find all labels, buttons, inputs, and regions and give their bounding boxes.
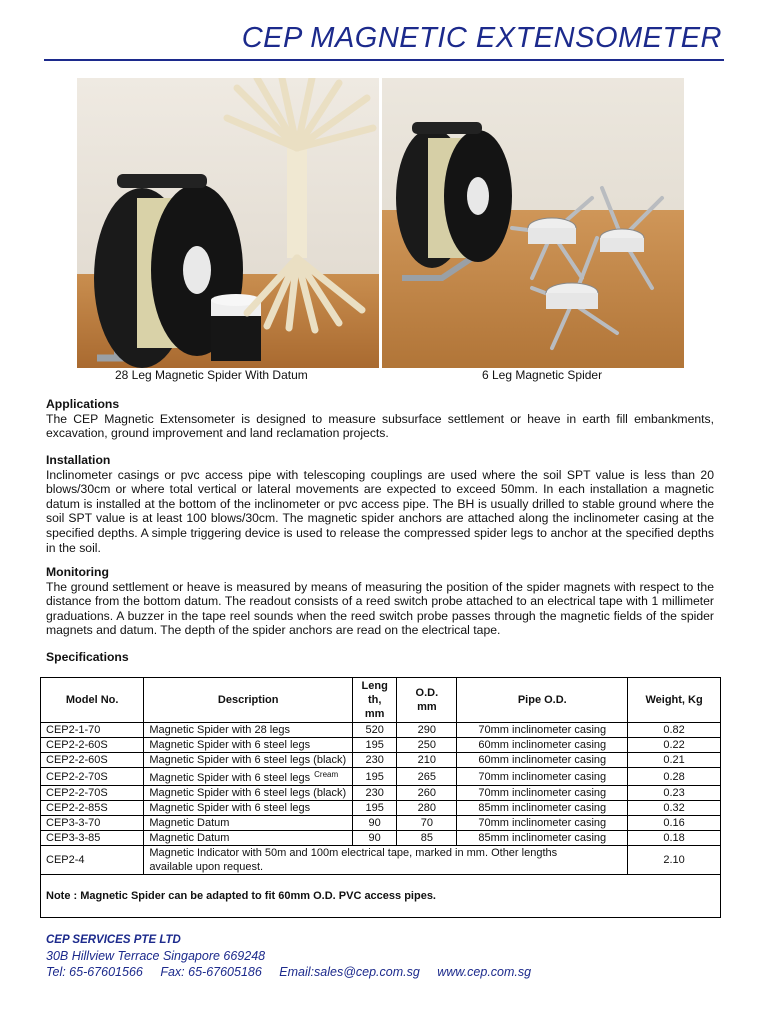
left-photo-caption: 28 Leg Magnetic Spider With Datum: [115, 368, 308, 382]
applications-heading: Applications: [46, 397, 120, 411]
col-header-weight: Weight, Kg: [628, 678, 721, 723]
col-header-pipe: Pipe O.D.: [457, 678, 628, 723]
cell-description: Magnetic Spider with 6 steel legs: [144, 801, 353, 816]
col-header-od-1: O.D.: [415, 687, 439, 699]
cell-length: 90: [353, 816, 397, 831]
col-header-description: Description: [144, 678, 353, 723]
cell-od: 250: [397, 738, 457, 753]
page-title: CEP MAGNETIC EXTENSOMETER: [241, 22, 722, 54]
applications-section: [46, 397, 714, 441]
cell-pipe: 70mm inclinometer casing: [457, 786, 628, 801]
table-note-row: [41, 875, 721, 918]
cell-description: Magnetic Spider with 6 steel legs (black): [144, 753, 353, 768]
col-header-length-3: mm: [364, 708, 385, 720]
cell-length: 90: [353, 831, 397, 846]
cell-weight: 0.32: [628, 801, 721, 816]
specifications-section: [46, 650, 714, 665]
cell-description-line-2: available upon request.: [149, 861, 264, 873]
col-header-od: [397, 678, 457, 723]
cell-weight: 0.28: [628, 768, 721, 786]
col-header-length-1: Leng: [361, 680, 388, 692]
cell-length: 195: [353, 801, 397, 816]
cell-weight: 0.16: [628, 816, 721, 831]
cell-weight: 0.22: [628, 738, 721, 753]
cell-weight: 0.21: [628, 753, 721, 768]
cell-pipe: 70mm inclinometer casing: [457, 816, 628, 831]
cell-model: CEP2-2-60S: [41, 753, 144, 768]
cell-pipe: 60mm inclinometer casing: [457, 753, 628, 768]
table-row: [41, 738, 721, 753]
cell-weight: 0.18: [628, 831, 721, 846]
cell-description: [144, 846, 628, 875]
cell-pipe: 60mm inclinometer casing: [457, 738, 628, 753]
email-link[interactable]: Email:sales@cep.com.sg: [279, 965, 420, 979]
table-row: [41, 846, 721, 875]
cell-model: CEP2-2-70S: [41, 768, 144, 786]
cell-model: CEP3-3-70: [41, 816, 144, 831]
photo-6-leg-spider: [382, 78, 684, 368]
footer: [46, 932, 531, 980]
table-row: [41, 831, 721, 846]
table-row: [41, 816, 721, 831]
table-note: Note : Magnetic Spider can be adapted to fit 60mm O.D. PVC access pipes.: [41, 875, 721, 918]
cell-length: 230: [353, 753, 397, 768]
cell-od: 85: [397, 831, 457, 846]
cell-length: 195: [353, 738, 397, 753]
cell-description: [144, 768, 353, 786]
cell-weight: 2.10: [628, 846, 721, 875]
table-row: [41, 786, 721, 801]
cell-pipe: 70mm inclinometer casing: [457, 723, 628, 738]
applications-body: The CEP Magnetic Extensometer is designed to measure subsurface settlement or heave in earth fill embankments, excavation, ground improvement and land reclamation projects.: [46, 411, 714, 441]
cell-description-note: Cream: [314, 770, 339, 779]
fax: Fax: 65-67605186: [160, 965, 262, 979]
cell-model: CEP2-2-85S: [41, 801, 144, 816]
table-row: [41, 801, 721, 816]
cell-length: 195: [353, 768, 397, 786]
right-photo-caption: 6 Leg Magnetic Spider: [482, 368, 603, 382]
specifications-table: [40, 677, 721, 918]
cell-description: Magnetic Datum: [144, 816, 353, 831]
table-row: [41, 768, 721, 786]
col-header-model: Model No.: [41, 678, 144, 723]
table-row: [41, 723, 721, 738]
cell-model: CEP2-2-60S: [41, 738, 144, 753]
cell-model: CEP2-2-70S: [41, 786, 144, 801]
installation-heading: Installation: [46, 453, 111, 467]
contact-line: [46, 964, 531, 980]
cell-model: CEP3-3-85: [41, 831, 144, 846]
company-address: 30B Hillview Terrace Singapore 669248: [46, 949, 266, 963]
cell-description: Magnetic Spider with 6 steel legs: [144, 738, 353, 753]
cell-description: Magnetic Spider with 6 steel legs (black): [144, 786, 353, 801]
cell-length: 230: [353, 786, 397, 801]
cell-model: CEP2-1-70: [41, 723, 144, 738]
cell-weight: 0.82: [628, 723, 721, 738]
cell-od: 260: [397, 786, 457, 801]
tel: Tel: 65-67601566: [46, 965, 143, 979]
cell-model: CEP2-4: [41, 846, 144, 875]
cell-pipe: 85mm inclinometer casing: [457, 831, 628, 846]
company-name: CEP SERVICES PTE LTD: [46, 934, 181, 946]
installation-section: [46, 453, 714, 555]
table-row: [41, 753, 721, 768]
title-divider: [44, 59, 724, 61]
specifications-heading: Specifications: [46, 650, 129, 664]
monitoring-heading: Monitoring: [46, 565, 109, 579]
installation-body: Inclinometer casings or pvc access pipe with telescoping couplings are used where the soil SPT value is less than 20 blows/30cm or where total vertical or lateral movements are expected to exceed 50mm. In each installation a magnetic datum is installed at the bottom of the inclinometer or pvc access pipe. The BH is usually drilled to stable ground where the soil SPT value is at least 100 blows/30cm. The magnetic spider anchors are attached along the inclinometer casing at the specified depths. A simple triggering device is used to release the compressed spider legs to anchor at the specified depths in the soil.: [46, 467, 714, 555]
website-link[interactable]: www.cep.com.sg: [437, 965, 532, 979]
cell-description-line-1: Magnetic Indicator with 50m and 100m electrical tape, marked in mm. Other lengths: [149, 847, 558, 859]
cell-od: 265: [397, 768, 457, 786]
cell-od: 210: [397, 753, 457, 768]
cell-od: 280: [397, 801, 457, 816]
cell-pipe: 85mm inclinometer casing: [457, 801, 628, 816]
monitoring-section: [46, 565, 714, 638]
monitoring-body: The ground settlement or heave is measured by means of measuring the position of the spider magnets with respect to the distance from the bottom datum. The readout consists of a reed switch probe attached to an electrical tape with 1 millimeter graduations. A buzzer in the tape reel sounds when the reed switch probe passes through the magnetic fields of the spider magnets and datum. The depth of the spider anchors are read on the electrical tape.: [46, 579, 714, 638]
cell-description: Magnetic Datum: [144, 831, 353, 846]
col-header-od-2: mm: [417, 701, 437, 713]
cell-od: 70: [397, 816, 457, 831]
cell-pipe: 70mm inclinometer casing: [457, 768, 628, 786]
photo-28-leg-spider: [77, 78, 379, 368]
cell-od: 290: [397, 723, 457, 738]
col-header-length: [353, 678, 397, 723]
table-header-row: [41, 678, 721, 723]
col-header-length-2: th,: [367, 694, 382, 706]
cell-description: Magnetic Spider with 28 legs: [144, 723, 353, 738]
cell-description-text: Magnetic Spider with 6 steel legs: [149, 772, 311, 784]
cell-weight: 0.23: [628, 786, 721, 801]
cell-length: 520: [353, 723, 397, 738]
